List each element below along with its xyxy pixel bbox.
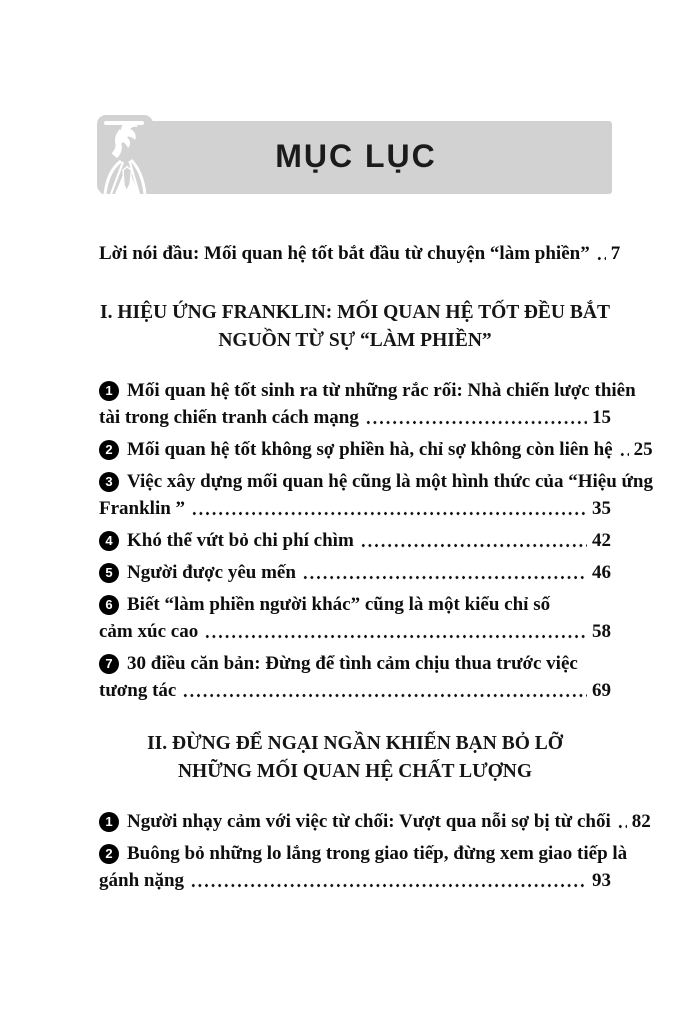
page-number: 82 (631, 811, 651, 832)
toc-item-line (99, 559, 611, 586)
item-text: Buông bỏ những lo lắng trong giao tiếp, đừng xem giao tiếp là (127, 843, 628, 864)
item-text: Người nhạy cảm với việc từ chối: Vượt qua nỗi sợ bị từ chối (127, 811, 611, 832)
toc-item-line (99, 591, 611, 618)
page-number: 7 (610, 243, 621, 264)
toc-item-line (99, 867, 611, 894)
section-heading-line: NGUỒN TỪ SỰ “LÀM PHIỀN” (218, 330, 492, 351)
item-number-badge: 1 (99, 381, 119, 401)
page-number: 25 (633, 439, 653, 460)
item-number-badge: 2 (99, 844, 119, 864)
item-text: Franklin ” (99, 498, 186, 519)
section-heading (99, 299, 611, 355)
preface-text: Lời nói đầu: Mối quan hệ tốt bắt đầu từ chuyện “làm phiền” (99, 243, 590, 264)
dot-leader (302, 559, 587, 586)
toc-content (99, 240, 653, 899)
dot-leader (360, 527, 587, 554)
toc-item-line (99, 404, 611, 431)
item-text: cảm xúc cao (99, 621, 199, 642)
toc-item-line (99, 468, 653, 495)
item-number-badge: 2 (99, 440, 119, 460)
item-text: gánh nặng (99, 870, 185, 891)
dot-leader (596, 240, 606, 267)
item-number-badge: 5 (99, 563, 119, 583)
item-text: Khó thể vứt bỏ chi phí chìm (127, 530, 354, 551)
toc-item (99, 808, 651, 835)
item-text: Người được yêu mến (127, 562, 296, 583)
toc-item (99, 527, 611, 554)
item-text: tài trong chiến tranh cách mạng (99, 407, 359, 428)
toc-section (99, 730, 651, 894)
section-heading-line: II. ĐỪNG ĐỂ NGẠI NGẦN KHIẾN BẠN BỎ LỠ (147, 733, 563, 754)
toc-item (99, 377, 636, 431)
dot-leader (619, 436, 629, 463)
dot-leader (191, 495, 587, 522)
item-number-badge: 1 (99, 812, 119, 832)
page-number: 35 (592, 498, 611, 519)
toc-sections (99, 299, 653, 894)
item-text: tương tác (99, 680, 177, 701)
toc-item (99, 436, 653, 463)
toc-header-bar (100, 121, 612, 194)
toc-item-line (99, 840, 628, 867)
page-number: 93 (592, 870, 611, 891)
toc-item-line (99, 436, 653, 463)
toc-item (99, 591, 611, 645)
toc-item-line (99, 808, 651, 835)
page-number: 69 (592, 680, 611, 701)
item-number-badge: 4 (99, 531, 119, 551)
dot-leader (617, 808, 627, 835)
page-number: 58 (592, 621, 611, 642)
page-number: 46 (592, 562, 611, 583)
section-heading-line: I. HIỆU ỨNG FRANKLIN: MỐI QUAN HỆ TỐT ĐỀU BẮT (100, 302, 610, 323)
dot-leader (204, 618, 587, 645)
page-number: 42 (592, 530, 611, 551)
page-number: 15 (592, 407, 611, 428)
preface-entry (99, 240, 621, 267)
toc-section (99, 299, 653, 704)
toc-item-list (99, 808, 651, 894)
dot-leader (190, 867, 587, 894)
dot-leader (365, 404, 587, 431)
toc-item (99, 840, 628, 894)
gentleman-portrait-icon (97, 115, 153, 194)
toc-item-line (99, 618, 611, 645)
section-heading-line: NHỮNG MỐI QUAN HỆ CHẤT LƯỢNG (177, 761, 533, 782)
item-number-badge: 3 (99, 472, 119, 492)
item-text: 30 điều căn bản: Đừng để tình cảm chịu thua trước việc (127, 653, 578, 674)
section-heading (99, 730, 611, 786)
item-number-badge: 6 (99, 595, 119, 615)
toc-item-list (99, 377, 653, 704)
item-text: Biết “làm phiền người khác” cũng là một kiểu chỉ số (127, 594, 551, 615)
toc-item-line (99, 377, 636, 404)
toc-item (99, 559, 611, 586)
item-text: Mối quan hệ tốt không sợ phiền hà, chỉ sợ không còn liên hệ (127, 439, 613, 460)
item-text: Việc xây dựng mối quan hệ cũng là một hình thức của “Hiệu ứng (127, 471, 653, 492)
toc-item-line (99, 495, 611, 522)
toc-item-line (99, 650, 611, 677)
toc-item-line (99, 677, 611, 704)
toc-item-line (99, 527, 611, 554)
item-text: Mối quan hệ tốt sinh ra từ những rắc rối: Nhà chiến lược thiên (127, 380, 636, 401)
toc-item (99, 468, 653, 522)
dot-leader (182, 677, 587, 704)
item-number-badge: 7 (99, 654, 119, 674)
toc-item (99, 650, 611, 704)
page-title: MỤC LỤC (275, 138, 437, 174)
